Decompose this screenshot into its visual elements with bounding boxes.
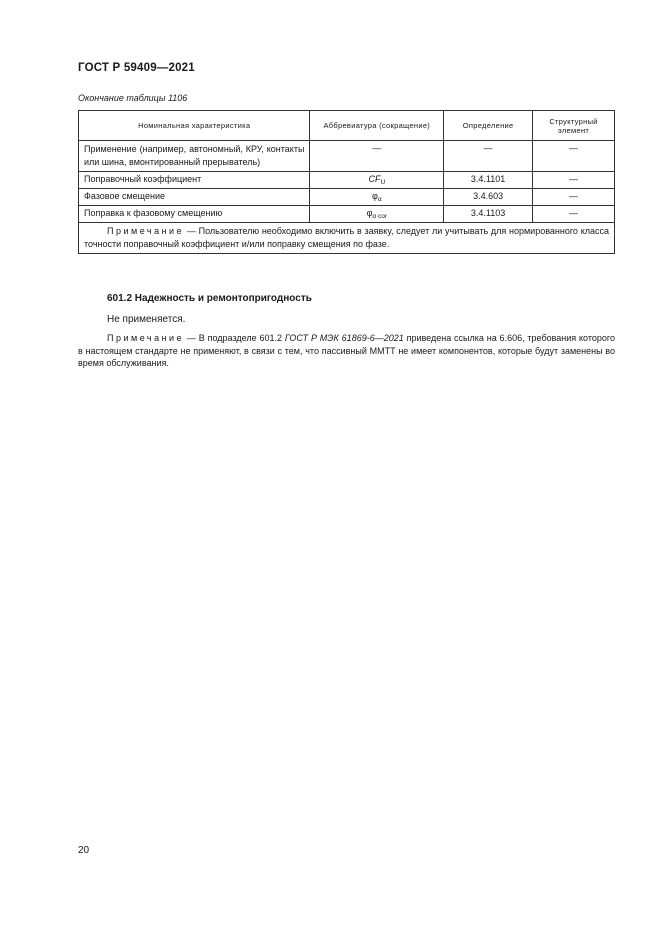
section-note	[78, 332, 615, 370]
cell-def: —	[444, 141, 533, 172]
table-row	[79, 141, 615, 172]
abbr-main: φ	[372, 191, 378, 201]
table-caption: Окончание таблицы 1106	[78, 93, 188, 103]
section-body: Не применяется.	[107, 314, 186, 325]
cell-abbr: —	[310, 141, 444, 172]
cell-def: 3.4.1101	[444, 172, 533, 189]
cell-def: 3.4.603	[444, 189, 533, 206]
section-title: 601.2 Надежность и ремонтопригодность	[107, 293, 312, 304]
cell-elem: —	[533, 189, 615, 206]
section-note-part1: — В подразделе 601.2	[184, 333, 285, 343]
table-row	[79, 206, 615, 223]
section-note-part2: приведена ссылка на 6.606, требования которого в настоящем стандарте не применяют, в связи с тем, что пассивный ММТТ не имеет компонентов, которые будут заменены во время обслуживания.	[78, 333, 615, 368]
spec-table	[78, 110, 615, 254]
page-number: 20	[78, 845, 90, 856]
table-row	[79, 172, 615, 189]
section-note-reference: ГОСТ Р МЭК 61869-6—2021	[284, 333, 404, 343]
table-note-row	[79, 223, 615, 254]
cell-abbr	[310, 172, 444, 189]
abbr-main: φ	[366, 208, 373, 218]
cell-name: Применение (например, автономный, КРУ, контакты или шина, вмонтированный прерыватель)	[79, 141, 310, 172]
cell-elem: —	[533, 206, 615, 223]
cell-name: Фазовое смещение	[79, 189, 310, 206]
cell-name: Поправочный коэффициент	[79, 172, 310, 189]
col-header-element: Структурный элемент	[533, 111, 615, 141]
table-row	[79, 189, 615, 206]
table-note-label: Примечание	[107, 226, 185, 236]
cell-elem: —	[533, 172, 615, 189]
abbr-main: CF	[368, 174, 381, 184]
col-header-abbreviation: Аббревиатура (сокращение)	[310, 111, 444, 141]
cell-abbr	[310, 206, 444, 223]
table-note-text: — Пользователю необходимо включить в заявку, следует ли учитывать для нормированного класса точности поправочный коэффициент и/или поправку смещения по фазе.	[84, 226, 609, 249]
cell-def: 3.4.1103	[444, 206, 533, 223]
document-code: ГОСТ Р 59409—2021	[78, 62, 195, 74]
abbr-sub: α	[377, 196, 382, 203]
table-note	[79, 223, 615, 254]
col-header-characteristic: Номинальная характеристика	[79, 111, 310, 141]
cell-elem: —	[533, 141, 615, 172]
abbr-sub: α cor	[372, 213, 388, 220]
cell-abbr	[310, 189, 444, 206]
cell-name: Поправка к фазовому смещению	[79, 206, 310, 223]
section-note-label: Примечание	[107, 333, 185, 343]
table-header-row	[79, 111, 615, 141]
abbr-sub: U	[380, 179, 386, 186]
col-header-definition: Определение	[444, 111, 533, 141]
